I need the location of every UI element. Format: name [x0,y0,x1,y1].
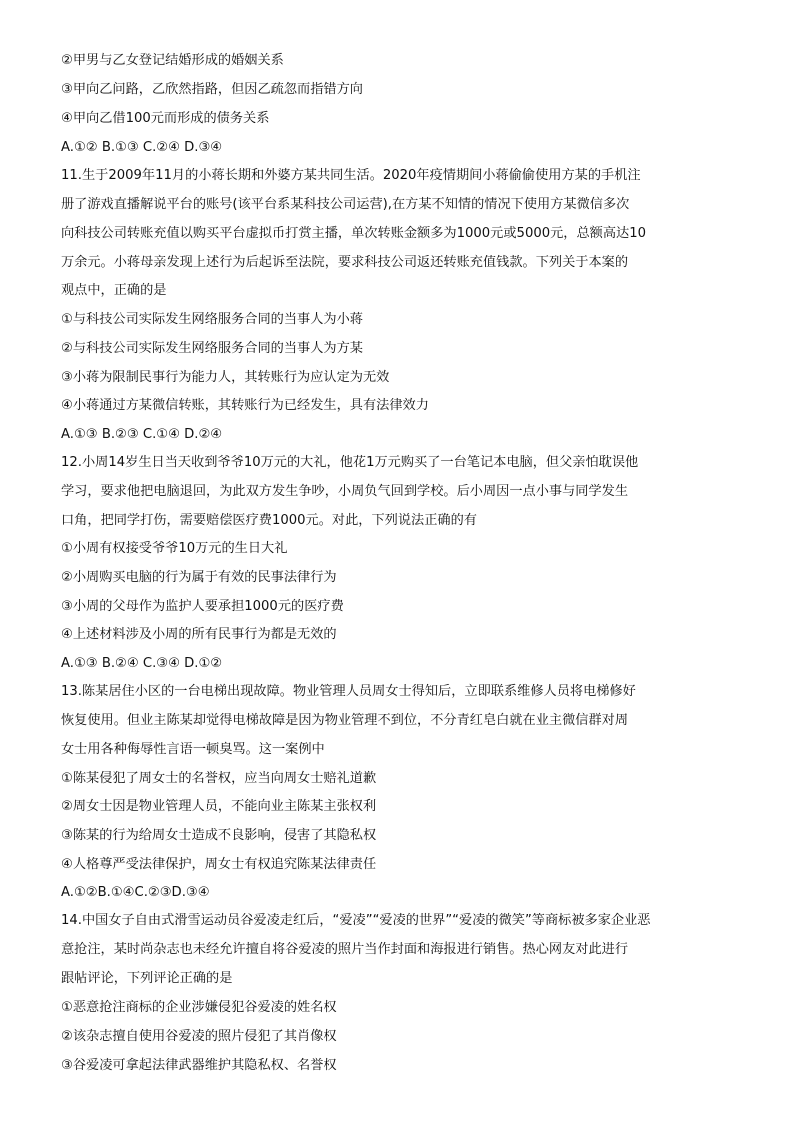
text-line: ②该杂志擅自使用谷爱凌的照片侵犯了其肖像权 [61,1029,337,1044]
text-line: ①恶意抢注商标的企业涉嫌侵犯谷爱凌的姓名权 [61,1000,337,1015]
text-line: ③甲向乙问路，乙欣然指路，但因乙疏忽而指错方向 [61,82,363,97]
answer-options: A.①③ B.②④ C.③④ D.①② [61,656,223,671]
question-14: 14.中国女子自由式滑雪运动员谷爱凌走红后，“爱凌”“爱凌的世界”“爱凌的微笑”等商标被多家企业恶 [61,913,651,928]
text-line: 万余元。小蒋母亲发现上述行为后起诉至法院，要求科技公司返还转账充值钱款。下列关于本案的 [61,255,629,270]
text-line: 册了游戏直播解说平台的账号(该平台系某科技公司运营),在方某不知情的情况下使用方某微信多次 [61,197,630,212]
text-line: ④小蒋通过方某微信转账，其转账行为已经发生，具有法律效力 [61,398,429,413]
text-line: ①与科技公司实际发生网络服务合同的当事人为小蒋 [61,312,363,327]
text-line: ③小蒋为限制民事行为能力人，其转账行为应认定为无效 [61,370,390,385]
text-line: 向科技公司转账充值以购买平台虚拟币打赏主播，单次转账金额多为1000元或5000元，总额高达10 [61,226,647,241]
question-11: 11.生于2009年11月的小蒋长期和外婆方某共同生活。2020年疫情期间小蒋偷偷使用方某的手机注 [61,168,641,183]
text-line: ④上述材料涉及小周的所有民事行为都是无效的 [61,627,337,642]
text-line: ②与科技公司实际发生网络服务合同的当事人为方某 [61,341,363,356]
question-12: 12.小周14岁生日当天收到爷爷10万元的大礼，他花1万元购买了一台笔记本电脑，但父亲怕耽误他 [61,455,639,470]
text-line: ③陈某的行为给周女士造成不良影响，侵害了其隐私权 [61,828,377,843]
answer-options: A.①③ B.②③ C.①④ D.②④ [61,427,223,442]
text-line: ③小周的父母作为监护人要承担1000元的医疗费 [61,599,344,614]
text-line: ④人格尊严受法律保护，周女士有权追究陈某法律责任 [61,857,377,872]
text-line: 女士用各种侮辱性言语一顿臭骂。这一案例中 [61,742,325,757]
text-line: ①陈某侵犯了周女士的名誉权，应当向周女士赔礼道歉 [61,771,377,786]
answer-options: A.①② B.①③ C.②④ D.③④ [61,140,223,155]
text-line: 跟帖评论，下列评论正确的是 [61,971,233,986]
text-line: 意抢注，某时尚杂志也未经允许擅自将谷爱凌的照片当作封面和海报进行销售。热心网友对此进行 [61,942,629,957]
text-line: 恢复使用。但业主陈某却觉得电梯故障是因为物业管理不到位，不分青红皂白就在业主微信群对周 [61,713,629,728]
text-line: 学习，要求他把电脑退回，为此双方发生争吵，小周负气回到学校。后小周因一点小事与同学发生 [61,484,629,499]
text-line: ②甲男与乙女登记结婚形成的婚姻关系 [61,53,284,68]
text-line: 观点中，正确的是 [61,283,167,298]
text-line: ②周女士因是物业管理人员，不能向业主陈某主张权利 [61,799,377,814]
question-13: 13.陈某居住小区的一台电梯出现故障。物业管理人员周女士得知后，立即联系维修人员将电梯修好 [61,684,636,699]
text-line: ③谷爱凌可拿起法律武器维护其隐私权、名誉权 [61,1058,337,1073]
answer-options: A.①②B.①④C.②③D.③④ [61,885,210,900]
text-line: ①小周有权接受爷爷10万元的生日大礼 [61,541,288,556]
text-line: ④甲向乙借100元而形成的债务关系 [61,111,270,126]
text-line: ②小周购买电脑的行为属于有效的民事法律行为 [61,570,337,585]
text-line: 口角，把同学打伤，需要赔偿医疗费1000元。对此，下列说法正确的有 [61,513,477,528]
